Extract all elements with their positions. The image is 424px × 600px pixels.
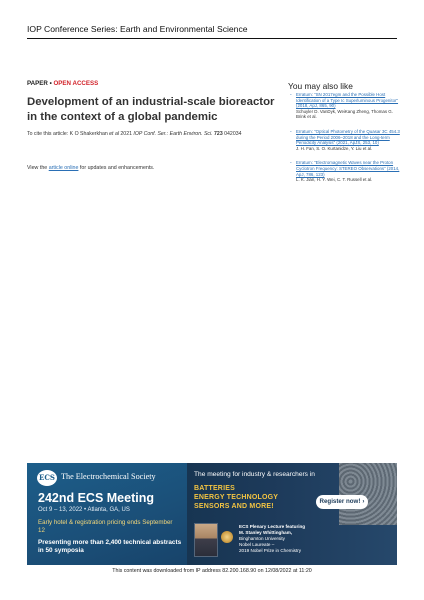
register-label: Register now! xyxy=(319,498,361,505)
chevron-right-icon: › xyxy=(362,498,365,505)
view-prefix: View the xyxy=(27,165,49,171)
related-heading: You may also like xyxy=(288,81,353,91)
cite-prefix: To cite this article: K O Shakerkhan xyxy=(27,131,110,137)
ecs-early-pricing: Early hotel & registration pricing ends September 12 xyxy=(38,519,173,534)
label-separator: • xyxy=(47,80,54,87)
audience-photo xyxy=(339,463,397,525)
ad-left-panel xyxy=(27,463,187,565)
cite-article: 042034 xyxy=(222,131,242,137)
speaker-info xyxy=(239,524,339,554)
header-rule xyxy=(27,38,397,39)
ad-topic: BATTERIES xyxy=(194,485,235,492)
paper-type: PAPER xyxy=(27,80,48,87)
nobel-medal-icon xyxy=(221,531,233,543)
view-online-line xyxy=(27,165,154,171)
related-item xyxy=(296,92,401,120)
ecs-abstracts-note: Presenting more than 2,400 technical abstracts in 50 symposia xyxy=(38,539,182,554)
related-item xyxy=(296,129,401,151)
ad-tagline: The meeting for industry & researchers in xyxy=(194,471,315,478)
ecs-meeting-title: 242nd ECS Meeting xyxy=(38,491,154,505)
ecs-logo: ECS xyxy=(37,470,57,486)
related-item-authors: Schuyler D. VanDyk, WeiKang Zheng, Thomas G. Brink et al. xyxy=(296,108,393,120)
cite-year: 2021 xyxy=(118,131,134,137)
journal-header: IOP Conference Series: Earth and Environmental Science xyxy=(27,24,248,34)
cite-volume: 723 xyxy=(212,131,223,137)
ad-topic: ENERGY TECHNOLOGY xyxy=(194,494,279,501)
speaker-prize: 2019 Nobel Prize in Chemistry xyxy=(239,547,302,553)
open-access-label: OPEN ACCESS xyxy=(53,80,99,87)
download-footer: This content was downloaded from IP address 82.200.168.90 on 12/08/2022 at 11:20 xyxy=(112,568,312,574)
speaker-name: M. Stanley Whittingham, xyxy=(239,529,293,535)
cite-etal: et al xyxy=(109,131,119,137)
ad-topics xyxy=(194,484,278,511)
related-list xyxy=(296,92,401,192)
cite-journal: IOP Conf. Ser.: Earth Environ. Sci. xyxy=(133,131,213,137)
related-item xyxy=(296,160,401,182)
citation-line xyxy=(27,131,241,137)
related-item-authors: L. K. Jian, H. Y. Wei, C. T. Russell et al. xyxy=(296,177,373,183)
related-item-link[interactable]: - Erratum: "Optical Photometry of the Quasar 3C 454.3 during the Period 2006–2018 and the Long-term Periodicity Analysis" (2021, ApJS, 253, 10) xyxy=(296,128,400,146)
related-item-link[interactable]: - Erratum: "Electromagnetic Waves near the Proton Cyclotron Frequency: STEREO Observations" (2014, ApJ, 786, 123) xyxy=(296,160,400,177)
related-item-authors: J. H. Fan, S. O. Kurtanidze, Y. Liu et al. xyxy=(296,145,373,151)
ecs-meeting-dates: Oct 9 – 13, 2022 • Atlanta, GA, US xyxy=(38,507,130,513)
speaker-heading: ECS Plenary Lecture featuring xyxy=(239,524,306,529)
ecs-advertisement[interactable] xyxy=(27,463,397,565)
article-title: Development of an industrial-scale bioreactor in the context of a global pandemic xyxy=(27,96,275,123)
view-suffix: for updates and enhancements. xyxy=(78,165,155,171)
speaker-role: Nobel Laureate – xyxy=(239,541,275,547)
paper-type-label xyxy=(27,80,98,87)
speaker-affiliation: Binghamton University xyxy=(239,535,285,541)
register-now-button[interactable] xyxy=(316,495,368,509)
related-item-link[interactable]: - Erratum: "SN 2017egm and the Possible Host Identification of a Type Ic Superluminous Progenitor" (2018, ApJ, 865, 90) xyxy=(296,92,399,109)
article-online-link[interactable]: article online xyxy=(48,165,79,171)
ad-right-panel xyxy=(187,463,397,565)
ad-topic: SENSORS AND MORE! xyxy=(194,503,274,510)
speaker-photo xyxy=(194,523,218,557)
ecs-society-name: The Electrochemical Society xyxy=(61,472,156,481)
